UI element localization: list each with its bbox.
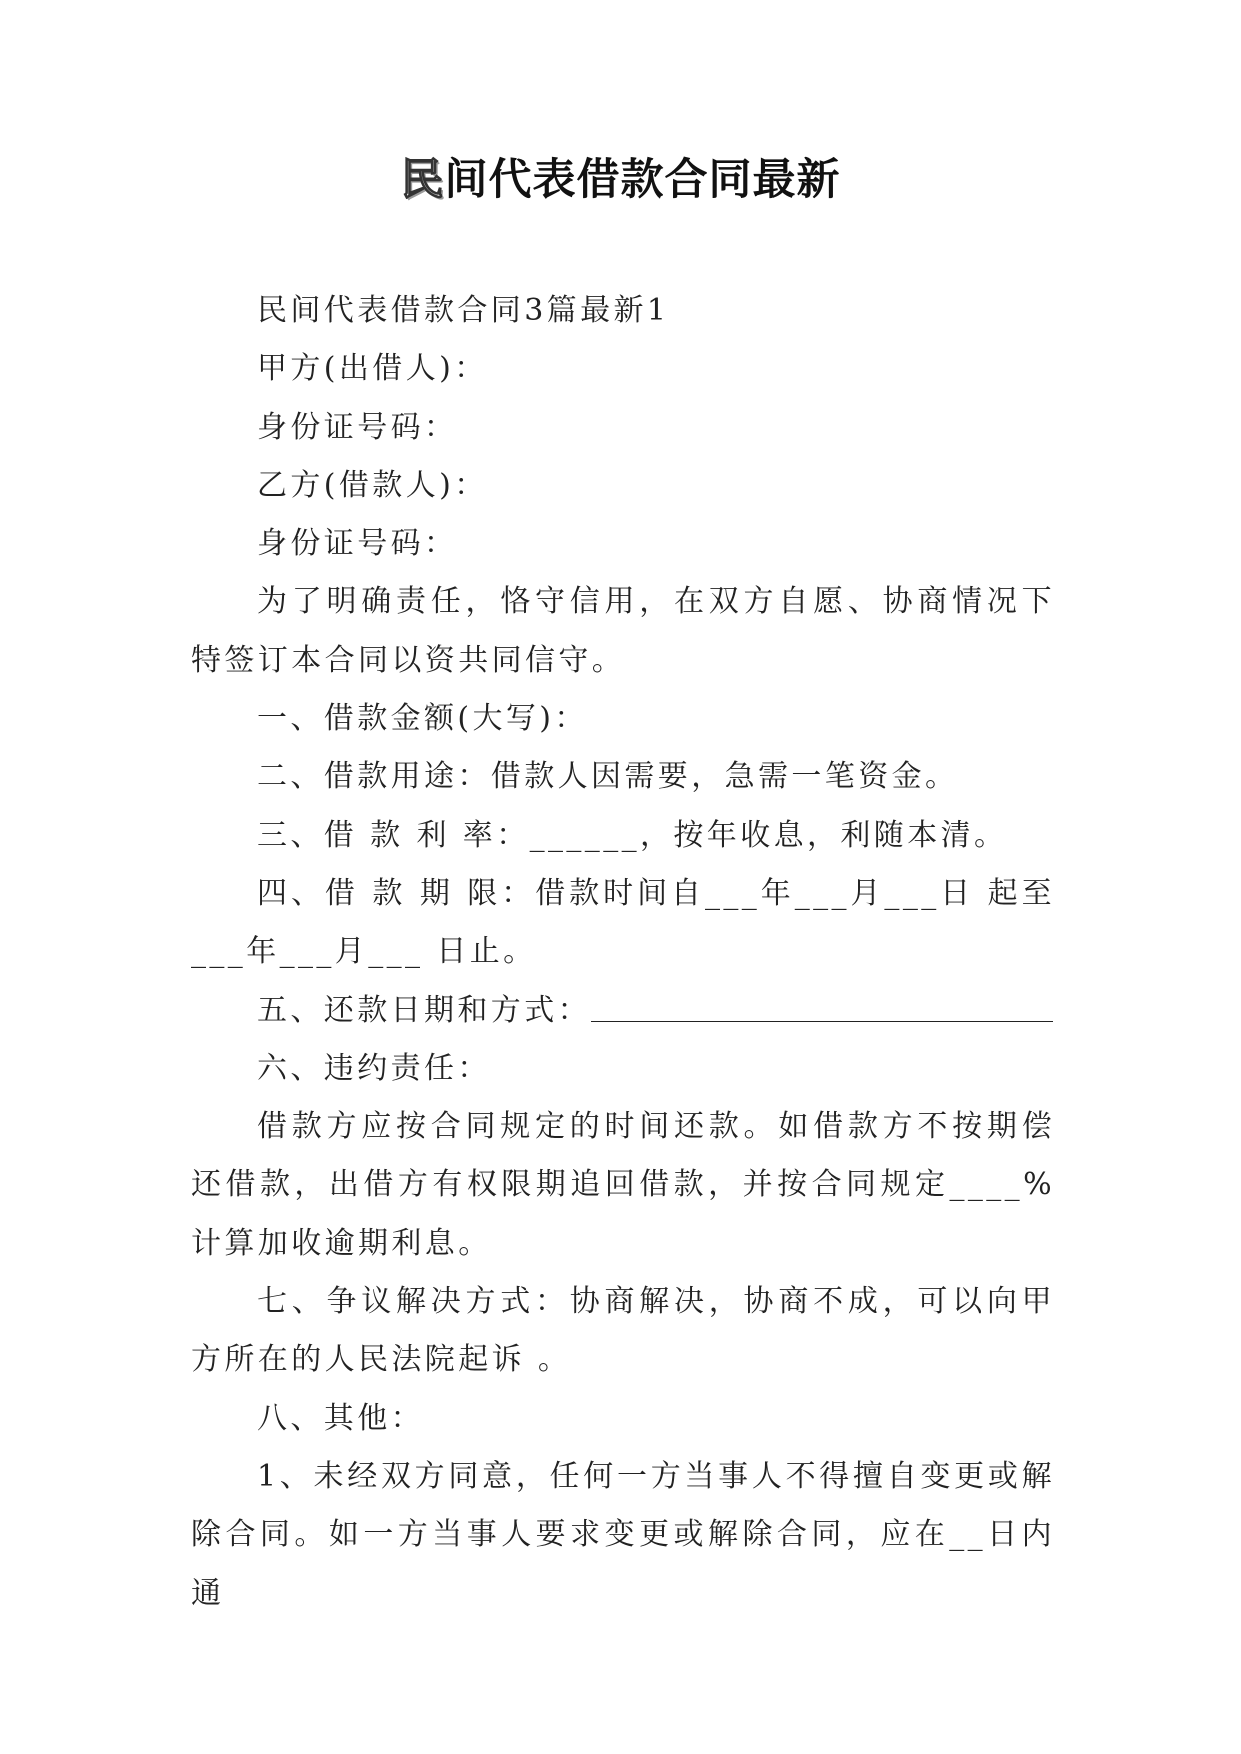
title-first-char: 民	[400, 155, 445, 205]
clause-5-text: 五、还款日期和方式：	[257, 992, 591, 1028]
clause-1-amount: 一、借款金额(大写)：	[257, 701, 588, 737]
blank-line	[591, 994, 1053, 1022]
document-title	[0, 150, 1241, 210]
clause-6-body: 借款方应按合同规定的时间还款。如借款方不按期偿还借款，出借方有权限期追回借款，并按合同规定____%计算加收逾期利息。	[191, 1109, 1055, 1261]
paragraph-heading: 民间代表借款合同3篇最新1	[257, 293, 670, 328]
preamble-paragraph: 为了明确责任，恪守信用，在双方自愿、协商情况下特签订本合同以资共同信守。	[191, 584, 1055, 678]
document-body	[191, 282, 1055, 1623]
party-b-id-line: 身份证号码：	[257, 526, 458, 562]
party-a-line: 甲方(出借人)：	[257, 351, 488, 387]
clause-2-purpose: 二、借款用途：借款人因需要，急需一笔资金。	[257, 759, 959, 795]
party-a-id-line: 身份证号码：	[257, 409, 458, 445]
title-text: 间代表借款合同最新	[444, 155, 841, 205]
clause-6-heading: 六、违约责任：	[257, 1050, 491, 1086]
clause-4-term: 四、借 款 期 限：借款时间自___年___月___日 起至___年___月___ 日止。	[191, 875, 1055, 970]
clause-7-dispute: 七、争议解决方式：协商解决，协商不成，可以向甲方所在的人民法院起诉 。	[191, 1284, 1055, 1378]
clause-8-heading: 八、其他：	[257, 1400, 424, 1436]
clause-8-item-1: 1、未经双方同意，任何一方当事人不得擅自变更或解除合同。如一方当事人要求变更或解除合同，应在__日内通	[191, 1458, 1055, 1611]
clause-5-repayment	[191, 982, 1055, 1040]
party-b-line: 乙方(借款人)：	[257, 467, 488, 503]
clause-3-interest: 三、借 款 利 率：______，按年收息，利随本清。	[257, 817, 1008, 853]
